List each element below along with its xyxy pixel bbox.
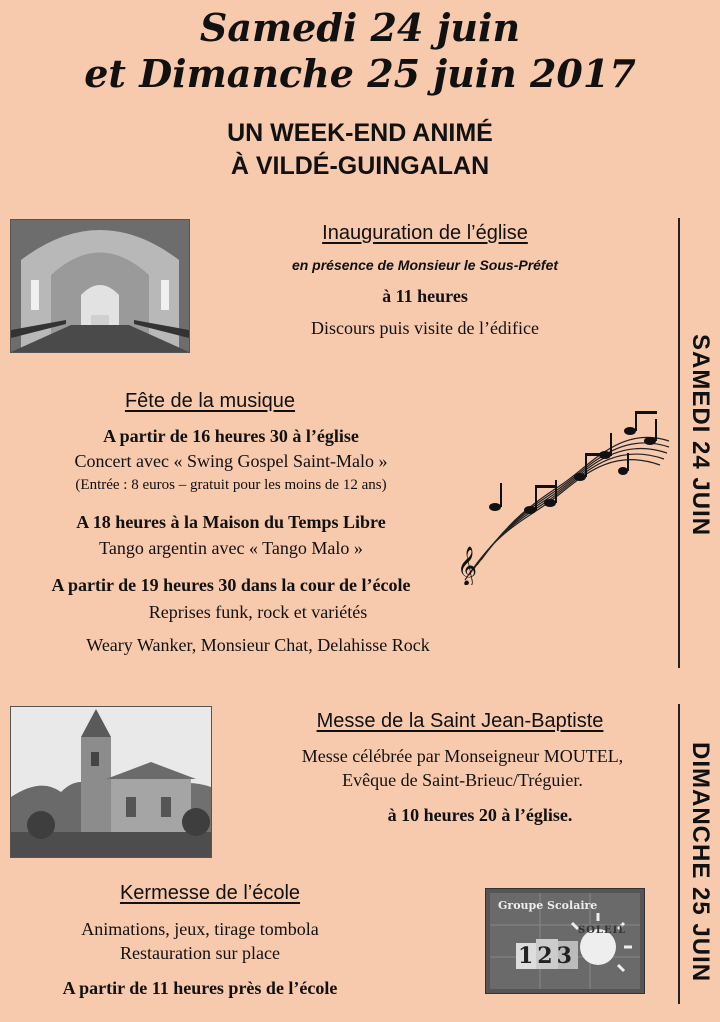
- kermesse-heading: Kermesse de l’école: [119, 882, 301, 904]
- subtitle-line-2: À VILDÉ-GUINGALAN: [230, 152, 490, 180]
- kermesse-line-1: Animations, jeux, tirage tombola: [81, 919, 319, 939]
- school-logo-title: Groupe Scolaire: [498, 899, 598, 912]
- fete-event2-desc: Tango argentin avec « Tango Malo »: [99, 538, 363, 558]
- samedi-divider-line: [678, 218, 680, 668]
- inauguration-details: Discours puis visite de l’édifice: [311, 318, 539, 338]
- samedi-side-label: SAMEDI 24 JUIN: [687, 334, 714, 537]
- school-logo: [485, 888, 645, 994]
- fete-heading: Fête de la musique: [124, 390, 296, 412]
- kermesse-time: A partir de 11 heures près de l’école: [62, 978, 338, 998]
- inauguration-time: à 11 heures: [382, 286, 468, 306]
- messe-time: à 10 heures 20 à l’église.: [387, 805, 573, 825]
- church-exterior-photo: [10, 706, 212, 858]
- fete-event1-desc: Concert avec « Swing Gospel Saint-Malo »: [74, 451, 388, 471]
- messe-line-2: Evêque de Saint-Brieuc/Tréguier.: [342, 770, 583, 790]
- messe-line-1: Messe célébrée par Monseigneur MOUTEL,: [301, 746, 624, 766]
- subtitle-line-1: UN WEEK-END ANIMÉ: [227, 119, 493, 147]
- inauguration-presence: en présence de Monsieur le Sous-Préfet: [291, 257, 559, 273]
- title-line-2: et Dimanche 25 juin 2017: [84, 51, 636, 96]
- school-logo-soleil: SOLEIL: [578, 925, 627, 936]
- inauguration-heading: Inauguration de l’église: [322, 222, 528, 244]
- title-line-1: Samedi 24 juin: [199, 5, 521, 50]
- church-interior-photo: [10, 219, 190, 353]
- messe-heading: Messe de la Saint Jean-Baptiste: [316, 710, 604, 732]
- kermesse-line-2: Restauration sur place: [120, 943, 280, 963]
- music-notes-illustration: [455, 405, 670, 585]
- fete-event3-bands: Weary Wanker, Monsieur Chat, Delahisse Rock: [86, 635, 430, 655]
- svg-text:𝄞: 𝄞: [457, 546, 478, 585]
- dimanche-side-label: DIMANCHE 25 JUIN: [687, 742, 714, 983]
- fete-event3-desc: Reprises funk, rock et variétés: [148, 602, 368, 622]
- school-logo-number: 123: [518, 943, 576, 969]
- fete-event1-time: A partir de 16 heures 30 à l’église: [103, 426, 359, 446]
- fete-event3-time: A partir de 19 heures 30 dans la cour de l’école: [51, 575, 411, 595]
- fete-event2-time: A 18 heures à la Maison du Temps Libre: [76, 512, 386, 532]
- dimanche-divider-line: [678, 704, 680, 1004]
- fete-event1-price: (Entrée : 8 euros – gratuit pour les moins de 12 ans): [75, 477, 387, 493]
